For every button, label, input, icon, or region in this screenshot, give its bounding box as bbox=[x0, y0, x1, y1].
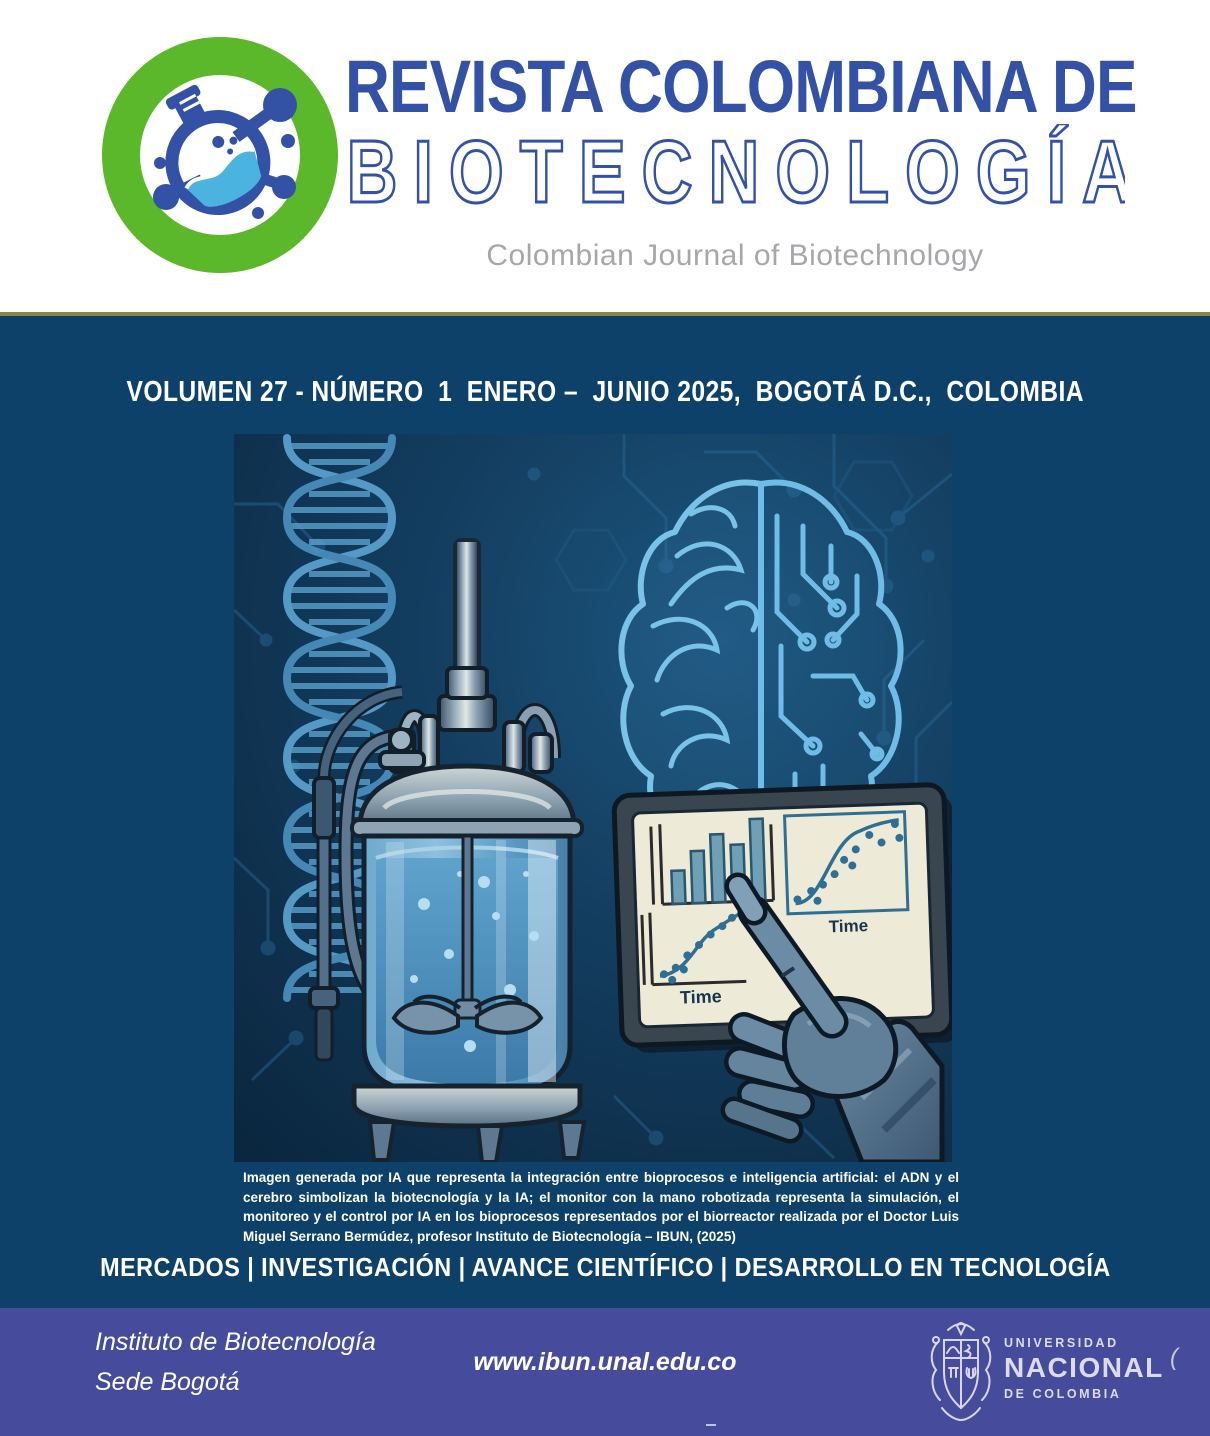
cover-body bbox=[0, 316, 1210, 1308]
unal-line2: NACIONAL bbox=[1004, 1352, 1164, 1384]
bioreactor-vessel bbox=[364, 836, 570, 1096]
unal-shield-icon bbox=[928, 1316, 994, 1426]
tablet bbox=[614, 784, 952, 1054]
tablet-screen bbox=[632, 803, 933, 1027]
journal-logo bbox=[98, 33, 342, 277]
small-dash-mark bbox=[706, 1424, 716, 1426]
flask-molecule-icon bbox=[102, 37, 338, 273]
unal-wordmark bbox=[1004, 1336, 1164, 1401]
journal-subtitle: Colombian Journal of Biotechnology bbox=[486, 239, 984, 272]
image-caption: Imagen generada por IA que representa la integración entre bioprocesos e inteligencia artificial: el ADN y el cerebro simbolizan la biotecnología y la IA; el monitor con la mano robotizada representa la simulación, el monitoreo y el control por IA en los bioprocesos representados por el biorreactor realizada por el Doctor Luis Miguel Serrano Bermúdez, profesor Instituto de Biotecnología – IBUN, (2025) bbox=[243, 1170, 959, 1245]
unal-line1: UNIVERSIDAD bbox=[1004, 1336, 1119, 1350]
time-label-bottom: Time bbox=[679, 986, 722, 1008]
website-url: www.ibun.unal.edu.co bbox=[473, 1348, 737, 1376]
journal-title-line2 bbox=[345, 124, 1125, 224]
institute-campus: Sede Bogotá bbox=[95, 1368, 240, 1396]
unal-logo bbox=[928, 1314, 1188, 1430]
topics-line: MERCADOS | INVESTIGACIÓN | AVANCE CIENTÍFICO | DESARROLLO EN TECNOLOGÍA bbox=[99, 1252, 1111, 1282]
cover-illustration bbox=[234, 434, 952, 1162]
journal-title-line1: REVISTA COLOMBIANA DE bbox=[345, 45, 1137, 128]
time-label-right: Time bbox=[828, 916, 869, 937]
journal-title-block bbox=[345, 45, 1137, 280]
issue-line: VOLUMEN 27 - NÚMERO 1 ENERO – JUNIO 2025, BOGOTÁ D.C., COLOMBIA bbox=[126, 376, 1084, 408]
edge-paren-mark: ( bbox=[1170, 1344, 1178, 1371]
header bbox=[0, 0, 1210, 312]
unal-line3: DE COLOMBIA bbox=[1004, 1386, 1122, 1401]
institute-name: Instituto de Biotecnología bbox=[95, 1328, 376, 1356]
footer bbox=[0, 1308, 1210, 1436]
svg-text:BIOTECNOLOGÍA: BIOTECNOLOGÍA bbox=[346, 124, 1125, 221]
